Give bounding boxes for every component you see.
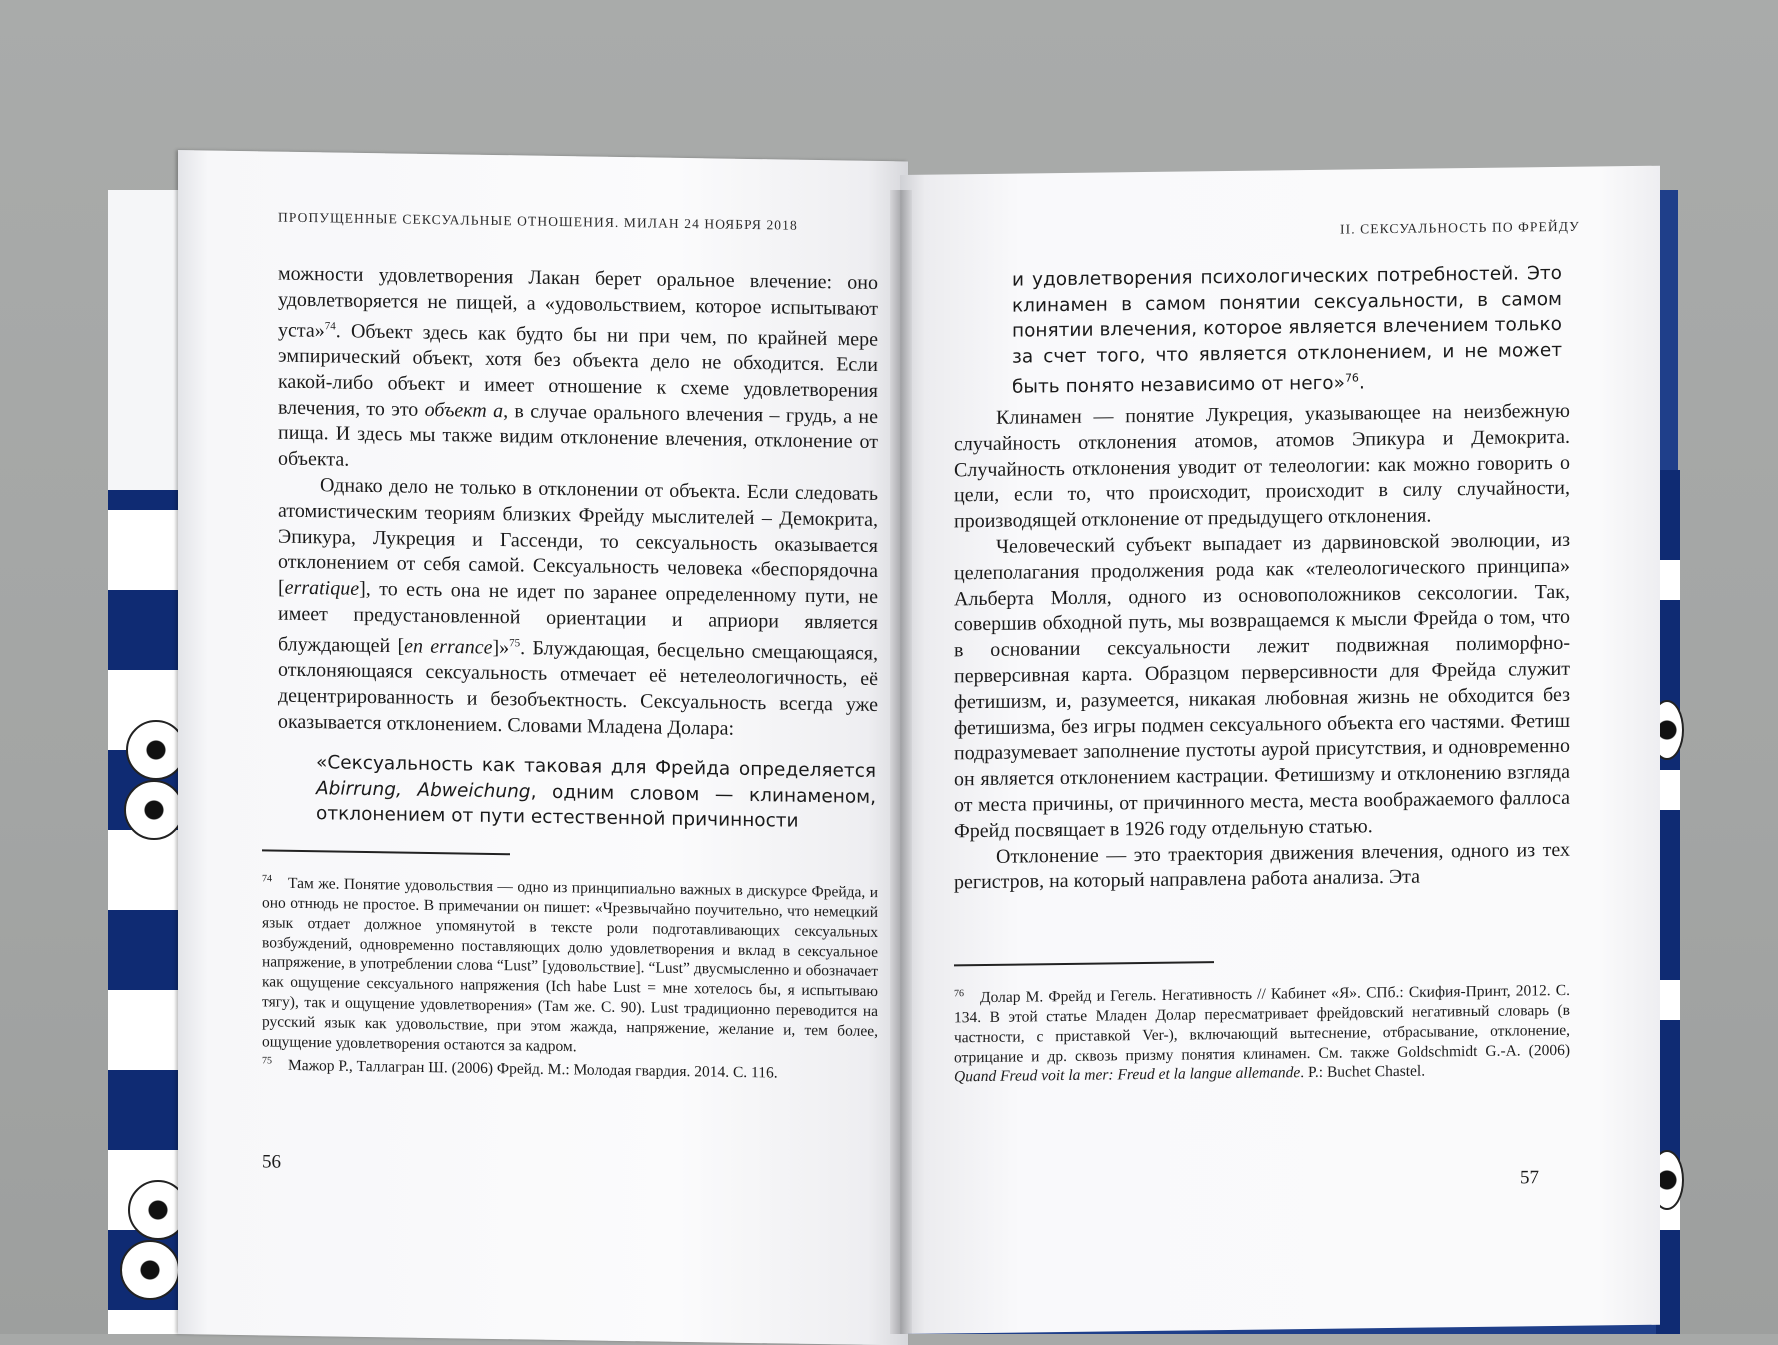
footnote-76: $^{76}$ Долар М. Фрейд и Гегель. Негативность // Кабинет «Я». СПб.: Скифия-Принт, 2012. С. 134. В этой статье Младен Долар пересматривает фрейдовский негативный словарь (в частности, с приставкой Ver-), включающий вытеснение, отбрасывание, отклонение, отрицание и др. сквозь призму понятия клинамен. См. также Goldschmidt G.-A. (2006) Quand Freud voit la mer: Freud et la langue allemande. P.: Buchet Chastel. [954, 981, 1570, 1086]
paragraph: можности удовлетворения Лакан берет оральное влечение: оно удовлетворяется не пищей, а «удовольствием, которое испытывают уста»$^{74}$. Объект здесь как будто бы ни при чем, по крайней мере эмпирический объект, хотя без объекта дело не обходится. Если какой-либо объект и имеет отношение к схеме удовлетворения влечения, то это объект а, в случае орального влечения – грудь, а не пища. И здесь мы также видим отклонение влечения, отклонение от объекта. [278, 262, 878, 471]
footnote-rule [954, 961, 1214, 966]
paragraph: Однако дело не только в отклонении от объекта. Если следовать атомистическим теориям близких Фрейду мыслителей – Демокрита, Эпикура, Лукреция и Гассенди, то сексуальность оказывается отклонением от себя самой. Сексуальность человека «беспорядочна [erratique], то есть она не идет по заранее определенному пути, не имеет предустановленной ориентации и априори является блуждающей [en errance]»$^{75}$. Блуждающая, бесцельно смещающаяся, отклоняющаяся сексуальность отмечает её нетелеологичность, её децентрированность и безобъектность. Сексуальность всегда уже оказывается отклонением. Словами Младена Долара: [278, 474, 878, 740]
footnotes-right [954, 977, 1570, 1088]
left-page [178, 150, 908, 1345]
footnote-ref[interactable]: 76 [1344, 371, 1359, 385]
block-quote: «Сексуальность как таковая для Фрейда определяется Abirrung, Abweichung, одним словом — клинаменом, отклонением от пути естественной причинности [316, 752, 876, 832]
page-number-right: 57 [1520, 1167, 1539, 1189]
paragraph: Отклонение — это траектория движения влечения, одного из тех регистров, на который направлена работа анализа. Эта [954, 838, 1570, 894]
right-body [954, 399, 1570, 897]
block-quote-continued: и удовлетворения психологических потребностей. Это клинамен в самом понятии сексуальности, в самом понятии влечения, которое является влечением только за счет того, что является отклонением, и не может быть понято независимо от него»$^{76}$. [1012, 262, 1562, 398]
soccer-ball-icon [124, 780, 184, 840]
soccer-ball-icon [126, 720, 186, 780]
footnote-74: $^{74}$ Там же. Понятие удовольствия — одно из принципиально важных в дискурсе Фрейда, и оно отнюдь не простое. В примечании он пишет: «Чрезвычайно поучительно, что немецкий язык отдает должное упомянутой в тексте роли подготавливающих сексуальных возбуждений, одновременно поставляющих долю удовлетворения и вклад в сексуальное напряжение, в употреблении слова “Lust” [удовольствие]. “Lust” двусмысленно и обозначает как ощущение сексуального напряжения (Ich habe Lust = мне хотелось бы, я испытываю тягу), так и ощущение удовлетворения» (Там же. С. 90). Lust традиционно переводится на русский язык как удовольствие, при этом жажда, напряжение, желание и, тем более, ощущение удовлетворения остаются за кадром. [262, 873, 878, 1055]
cover-left-top [108, 190, 178, 490]
page-number-left: 56 [262, 1151, 281, 1173]
left-body [278, 262, 878, 745]
footnote-ref[interactable]: 74 [324, 319, 336, 333]
paragraph: Клинамен — понятие Лукреция, указывающее на неизбежную случайность отклонения атомов, атомов Эпикура и Демокрита. Случайность отклонения уводит от телеологии: как можно говорить о цели, если то, что происходит, происходит в силу случайности, производящей отклонение от предыдущего отклонения. [954, 399, 1570, 533]
footnote-ref[interactable]: 75 [509, 637, 521, 650]
paragraph: Человеческий субъект выпадает из дарвиновской эволюции, из целеполагания продолжения рода как «телеологического принципа» Альберта Молля, одного из основоположников сексологии. Так, совершив обходной путь, мы возвращаемся к мысли Фрейда о том, что в основании сексуальности лежит подвижная полиморфно-перверсивная карта. Образцом перверсивности для Фрейда служит фетишизм, и, разумеется, никакая любовная жизнь не обходится без фетишизма, без игры подмен сексуального объекта его частями. Фетиш подразумевает заполнение пустоты аурой присутствия, и одновременно он является отклонением кастрации. Фетишизму и отклонению взгляда от места причины, от причинного места, места воображаемого фаллоса Фрейд посвящает в 1926 году отдельную статью. [954, 528, 1570, 843]
running-head-left: ПРОПУЩЕННЫЕ СЕКСУАЛЬНЫЕ ОТНОШЕНИЯ. МИЛАН 24 НОЯБРЯ 2018 [278, 209, 798, 233]
footnote-75: $^{75}$ Мажор Р., Таллагран Ш. (2006) Фрейд. М.: Молодая гвардия. 2014. С. 116. [262, 1055, 778, 1082]
book-gutter [890, 190, 912, 1334]
soccer-ball-icon [120, 1240, 180, 1300]
footnote-rule [262, 849, 510, 855]
footnotes-left [262, 869, 878, 1085]
right-page [900, 166, 1660, 1334]
running-head-right: II. СЕКСУАЛЬНОСТЬ ПО ФРЕЙДУ [1340, 218, 1580, 237]
